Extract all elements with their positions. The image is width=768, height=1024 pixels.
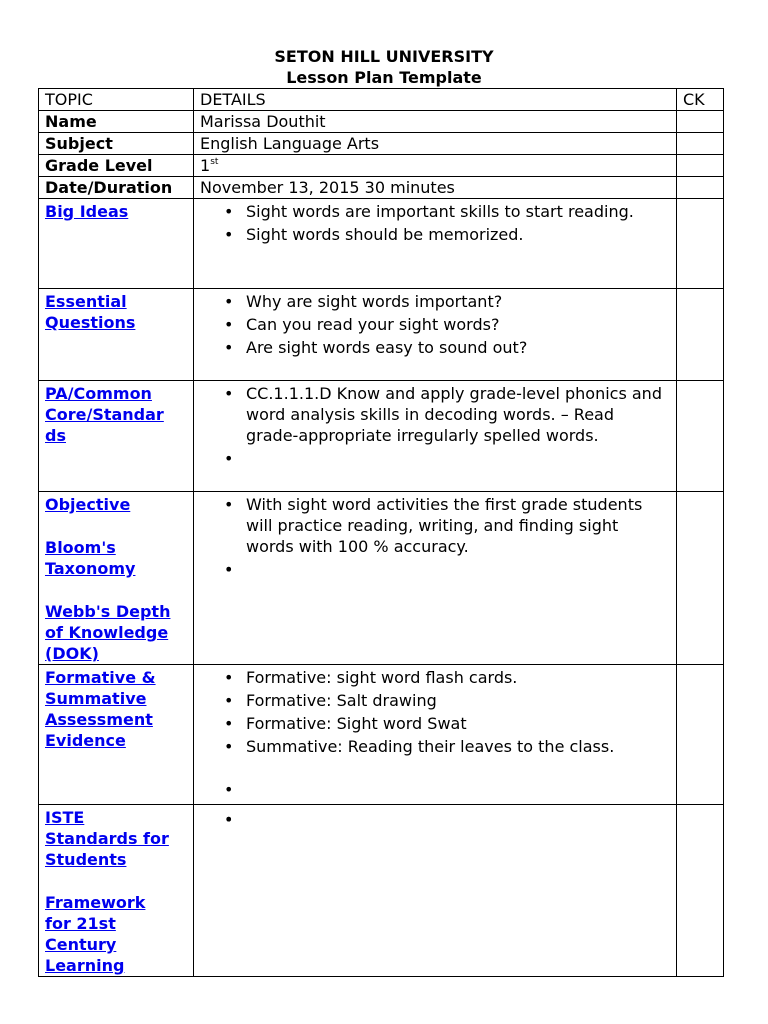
row-value-subject: English Language Arts — [194, 133, 677, 155]
link-line: ISTE — [45, 808, 85, 827]
ck-cell — [677, 199, 724, 289]
assessment-evidence-link[interactable] — [45, 668, 156, 750]
column-header-topic: TOPIC — [39, 89, 194, 111]
webbs-dok-link[interactable] — [45, 602, 170, 663]
link-line: (DOK) — [45, 644, 99, 663]
essential-questions-list — [200, 291, 670, 358]
table-row-iste — [39, 805, 724, 977]
ck-cell — [677, 492, 724, 665]
list-item: • With sight word activities the first grade students will practice reading, writing, and finding sight words with 100 % accuracy. — [200, 494, 670, 557]
table-row-assessment — [39, 665, 724, 805]
iste-standards-link[interactable] — [45, 808, 169, 869]
table-row-subject — [39, 133, 724, 155]
university-title: SETON HILL UNIVERSITY — [274, 47, 494, 66]
list-item: • Formative: Salt drawing — [200, 690, 670, 711]
link-line: Core/Standar — [45, 405, 164, 424]
objective-link[interactable]: Objective — [45, 495, 131, 514]
table-row-objective — [39, 492, 724, 665]
table-row-name — [39, 111, 724, 133]
lesson-plan-table — [38, 88, 724, 977]
framework-21st-century-link[interactable] — [45, 893, 145, 975]
objective-list — [200, 494, 670, 557]
grade-suffix: st — [210, 157, 219, 167]
row-value-name: Marissa Douthit — [194, 111, 677, 133]
link-line: Taxonomy — [45, 559, 136, 578]
essential-questions-link[interactable] — [45, 292, 135, 332]
assessment-list — [200, 667, 670, 757]
link-line: Framework — [45, 893, 146, 912]
list-item: • CC.1.1.1.D Know and apply grade-level phonics and word analysis skills in decoding words. – Read grade-appropriate irregularly spelled words. — [200, 383, 670, 446]
link-line: Questions — [45, 313, 136, 332]
table-row-date — [39, 177, 724, 199]
link-line: PA/Common — [45, 384, 152, 403]
row-value-grade — [194, 155, 677, 177]
row-label-name: Name — [39, 111, 194, 133]
list-item: • Why are sight words important? — [200, 291, 670, 312]
standards-list — [200, 383, 670, 446]
ck-cell — [677, 155, 724, 177]
big-ideas-list — [200, 201, 670, 245]
link-line: of Knowledge — [45, 623, 169, 642]
row-value-date: November 13, 2015 30 minutes — [194, 177, 677, 199]
ck-cell — [677, 133, 724, 155]
column-header-ck: CK — [677, 89, 724, 111]
table-row-big-ideas — [39, 199, 724, 289]
link-line: Assessment — [45, 710, 153, 729]
link-line: Students — [45, 850, 127, 869]
link-line: Century — [45, 935, 117, 954]
list-item: • Summative: Reading their leaves to the class. — [200, 736, 670, 757]
ck-cell — [677, 381, 724, 492]
row-label-date: Date/Duration — [39, 177, 194, 199]
link-line: Webb's Depth — [45, 602, 171, 621]
table-header-row — [39, 89, 724, 111]
row-label-subject: Subject — [39, 133, 194, 155]
standards-link[interactable] — [45, 384, 164, 445]
link-line: ds — [45, 426, 66, 445]
list-item: • Are sight words easy to sound out? — [200, 337, 670, 358]
ck-cell — [677, 177, 724, 199]
link-line: Standards for — [45, 829, 169, 848]
link-line: Summative — [45, 689, 147, 708]
ck-cell — [677, 805, 724, 977]
ck-cell — [677, 665, 724, 805]
list-item: • Sight words should be memorized. — [200, 224, 670, 245]
table-row-standards — [39, 381, 724, 492]
ck-cell — [677, 111, 724, 133]
link-line: Essential — [45, 292, 127, 311]
table-row-grade — [39, 155, 724, 177]
ck-cell — [677, 289, 724, 381]
link-line: for 21st — [45, 914, 116, 933]
link-line: Bloom's — [45, 538, 116, 557]
blooms-taxonomy-link[interactable] — [45, 538, 135, 578]
grade-number: 1 — [200, 156, 211, 175]
link-line: Learning — [45, 956, 125, 975]
row-label-grade: Grade Level — [39, 155, 194, 177]
template-title: Lesson Plan Template — [286, 68, 482, 87]
link-line: Evidence — [45, 731, 126, 750]
list-item: • Formative: Sight word Swat — [200, 713, 670, 734]
big-ideas-link[interactable]: Big Ideas — [45, 202, 129, 221]
list-item: • Can you read your sight words? — [200, 314, 670, 335]
column-header-details: DETAILS — [194, 89, 677, 111]
table-row-essential-questions — [39, 289, 724, 381]
link-line: Formative & — [45, 668, 156, 687]
list-item: • Formative: sight word flash cards. — [200, 667, 670, 688]
list-item: • Sight words are important skills to start reading. — [200, 201, 670, 222]
